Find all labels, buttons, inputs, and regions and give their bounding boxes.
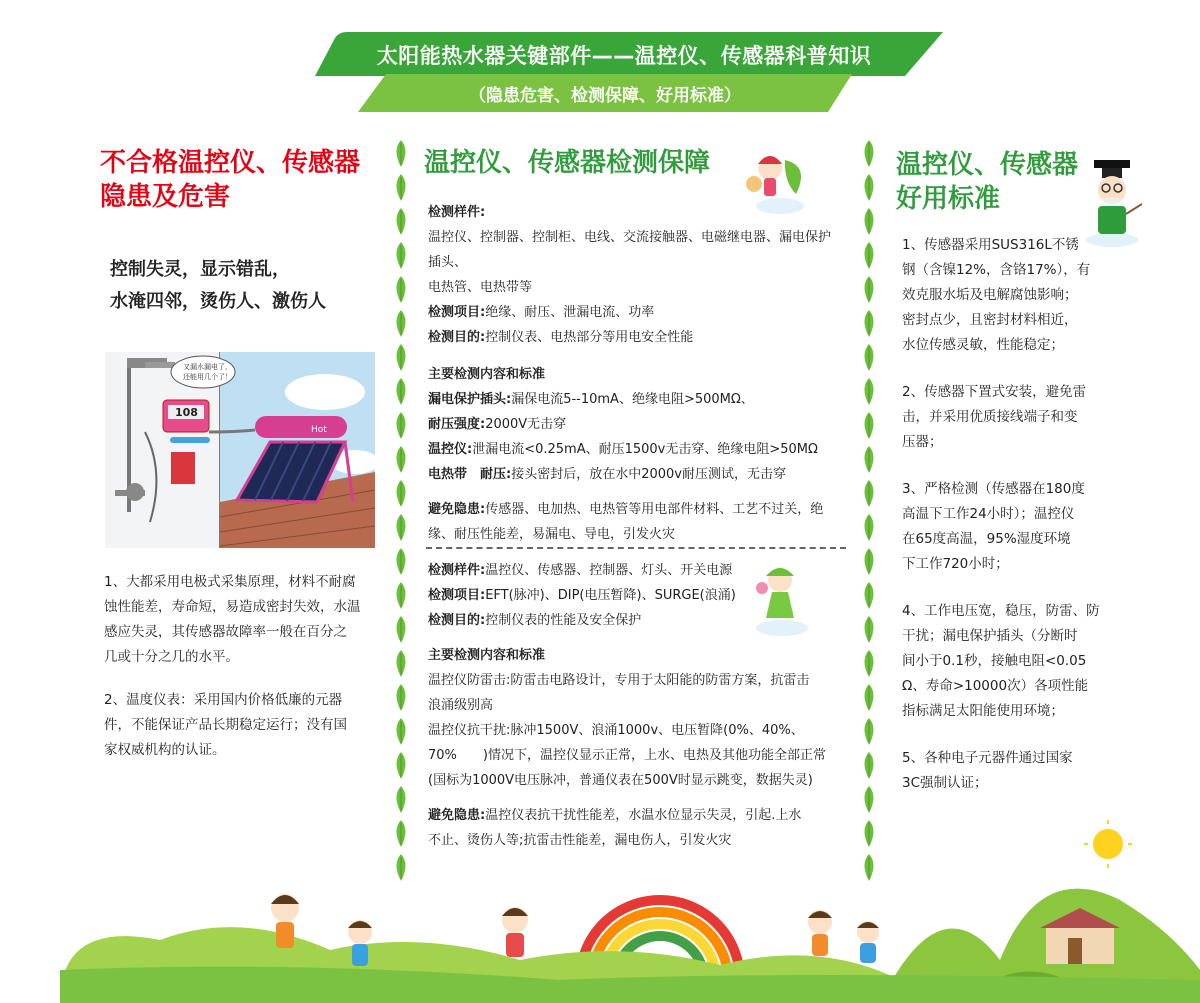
test-section-2 <box>428 558 853 853</box>
section-divider <box>426 547 846 549</box>
standard-item-line: 干扰；漏电保护插头（分断时 <box>902 628 1078 644</box>
left-para-line: 感应失灵，其传感器故障率一般在百分之 <box>104 624 347 640</box>
leaf-icon <box>392 650 410 677</box>
left-para-line: 1、大都采用电极式采集原理，材料不耐腐 <box>104 574 356 590</box>
sec1-standard-row <box>428 412 853 437</box>
left-heading-line1: 不合格温控仪、传感器 <box>100 148 361 178</box>
standard-item <box>902 233 1112 358</box>
left-para-line: 家权威机构的认证。 <box>104 742 226 758</box>
standard-item-line: 指标满足太阳能使用环境； <box>902 703 1064 719</box>
middle-heading: 温控仪、传感器检测保障 <box>424 148 711 178</box>
sec2-sample-label: 检测样件: <box>428 563 486 578</box>
leaf-icon <box>392 684 410 711</box>
leaf-icon <box>392 378 410 405</box>
standard-item-line: 3、严格检测（传感器在180度 <box>902 481 1085 497</box>
standard-item-line: 1、传感器采用SUS316L不锈 <box>902 237 1079 253</box>
standard-item <box>902 477 1112 577</box>
left-summary-line1: 控制失灵，显示错乱， <box>110 259 290 280</box>
sec1-purpose-label: 检测目的: <box>428 330 486 345</box>
standard-item <box>902 599 1112 724</box>
standard-item-line: 在65度高温，95%湿度环境 <box>902 531 1071 547</box>
sec2-purpose-text: 控制仪表的性能及安全保护 <box>485 613 642 628</box>
left-heading-line2: 隐患及危害 <box>100 182 231 212</box>
standard-item-line: 下工作720小时； <box>902 556 1009 572</box>
leaf-icon <box>392 514 410 541</box>
leaf-icon <box>392 548 410 575</box>
sec1-item-label: 检测项目: <box>428 305 486 320</box>
left-para-line: 蚀性能差，寿命短，易造成密封失效，水温 <box>104 599 361 615</box>
sec1-standard-row <box>428 462 853 487</box>
standard-item-line: 钢（含镍12%，含铬17%），有 <box>902 262 1091 278</box>
leaf-icon <box>392 582 410 609</box>
leaf-icon <box>860 140 878 167</box>
standard-item <box>902 746 1112 796</box>
leaf-icon <box>860 786 878 813</box>
leaf-icon <box>860 752 878 779</box>
standard-item-line: 高温下工作24小时）；温控仪 <box>902 506 1075 522</box>
right-heading-line1: 温控仪、传感器 <box>896 150 1079 180</box>
sec1-standard-row <box>428 437 853 462</box>
sec2-item-text: EFT(脉冲)、DIP(电压暂降)、SURGE(浪涌) <box>485 588 736 603</box>
leaf-icon <box>392 616 410 643</box>
sec1-standard-label: 漏电保护插头: <box>428 392 512 407</box>
leaf-icon <box>860 548 878 575</box>
leaf-icon <box>860 208 878 235</box>
sec2-content-line: (国标为1000V电压脉冲，普通仪表在500V时显示跳变，数据失灵) <box>428 773 813 788</box>
sec2-content-line: 浪涌级别高 <box>428 698 494 713</box>
leaf-icon <box>392 412 410 439</box>
sec1-standard-text: 漏保电流5--10mA、绝缘电阻>500MΩ、 <box>511 392 754 407</box>
leaf-divider-left <box>390 140 412 900</box>
sec1-standard-text: 接头密封后，放在水中2000v耐压测试，无击穿 <box>511 467 786 482</box>
sec1-standard-row <box>428 387 853 412</box>
leaf-divider-right <box>858 140 880 900</box>
leaf-icon <box>392 786 410 813</box>
standard-item <box>902 380 1112 455</box>
bottom-landscape <box>0 820 1200 1003</box>
right-heading <box>896 148 1078 216</box>
sec2-content-line: 温控仪防雷击:防雷击电路设计，专用于太阳能的防雷方案，抗雷击 <box>428 673 810 688</box>
leaf-icon <box>860 718 878 745</box>
standard-item-line: 3C强制认证； <box>902 775 988 791</box>
leaf-icon <box>392 480 410 507</box>
standard-item-line: 水位传感灵敏，性能稳定； <box>902 337 1064 353</box>
sec2-purpose-label: 检测目的: <box>428 613 486 628</box>
leaf-icon <box>860 242 878 269</box>
left-para-2 <box>104 688 389 763</box>
sec1-sample-line: 温控仪、控制器、控制柜、电线、交流接触器、电磁继电器、漏电保护 <box>428 230 832 245</box>
standard-item-line: 压器； <box>902 434 943 450</box>
sec2-item-label: 检测项目: <box>428 588 486 603</box>
leaf-icon <box>392 718 410 745</box>
left-para-1 <box>104 570 389 670</box>
standard-item-line: 4、工作电压宽，稳压，防雷、防 <box>902 603 1100 619</box>
sec1-sample-line: 电热管、电热带等 <box>428 280 533 295</box>
left-summary <box>110 254 326 318</box>
leaf-icon <box>392 208 410 235</box>
sec1-avoid-label: 避免隐患: <box>428 502 486 517</box>
standard-item-line: 5、各种电子元器件通过国家 <box>902 750 1073 766</box>
leaf-icon <box>392 276 410 303</box>
leaf-icon <box>860 276 878 303</box>
leaf-icon <box>860 412 878 439</box>
solar-heater-illustration <box>105 352 375 548</box>
leaf-icon <box>860 616 878 643</box>
sec2-sample-text: 温控仪、传感器、控制器、灯头、开关电源 <box>485 563 733 578</box>
sec1-purpose-text: 控制仪表、电热部分等用电安全性能 <box>485 330 694 345</box>
leaf-icon <box>860 344 878 371</box>
sec1-standard-label: 耐压强度: <box>428 417 486 432</box>
sec1-avoid-line1: 传感器、电加热、电热管等用电部件材料、工艺不过关，绝 <box>485 502 824 517</box>
sec1-avoid-line2: 缘、耐压性能差，易漏电、导电，引发火灾 <box>428 527 676 542</box>
sec1-standard-text: 2000V无击穿 <box>485 417 567 432</box>
sec1-main-label: 主要检测内容和标准 <box>428 367 546 382</box>
leaf-icon <box>860 446 878 473</box>
controller-display: 108 <box>175 406 198 419</box>
left-para-line: 几或十分之几的水平。 <box>104 649 239 665</box>
test-section-1 <box>428 200 853 547</box>
leaf-icon <box>392 344 410 371</box>
leaf-icon <box>860 650 878 677</box>
sec1-item-text: 绝缘、耐压、泄漏电流、功率 <box>485 305 655 320</box>
leaf-icon <box>860 514 878 541</box>
sec2-avoid-label: 避免隐患: <box>428 808 486 823</box>
sec1-sample-line: 插头、 <box>428 255 468 270</box>
page-title: 太阳能热水器关键部件——温控仪、传感器科普知识 <box>376 44 872 68</box>
sec1-sample-label: 检测样件: <box>428 205 486 220</box>
sec2-avoid-line2: 不止、烫伤人等;抗雷击性能差，漏电伤人，引发火灾 <box>428 833 732 848</box>
sec1-standard-label: 温控仪: <box>428 442 473 457</box>
leaf-icon <box>392 242 410 269</box>
leaf-icon <box>860 480 878 507</box>
leaf-icon <box>860 582 878 609</box>
leaf-icon <box>860 174 878 201</box>
tank-brand: Hot <box>311 425 327 435</box>
left-para-line: 件，不能保证产品长期稳定运行；没有国 <box>104 717 347 733</box>
leaf-icon <box>392 310 410 337</box>
page-subtitle: （隐患危害、检测保障、好用标准） <box>469 86 741 106</box>
standard-item-line: 效克服水垢及电解腐蚀影响； <box>902 287 1078 303</box>
leaf-icon <box>392 752 410 779</box>
leaf-icon <box>860 378 878 405</box>
left-para-line: 2、温度仪表：采用国内价格低廉的元器 <box>104 692 343 708</box>
leaf-icon <box>392 140 410 167</box>
standard-item-line: 密封点少，且密封材料相近， <box>902 312 1078 328</box>
sec1-standard-label: 电热带 耐压: <box>428 467 512 482</box>
leaf-icon <box>392 174 410 201</box>
leaf-icon <box>860 684 878 711</box>
sec1-standard-text: 泄漏电流<0.25mA、耐压1500v无击穿、绝缘电阻>50MΩ <box>472 442 818 457</box>
leaf-icon <box>392 446 410 473</box>
left-heading <box>100 146 360 214</box>
standard-item-line: 击，并采用优质接线端子和变 <box>902 409 1078 425</box>
sec2-content-line: 温控仪抗干扰:脉冲1500V、浪涌1000v、电压暂降(0%、40%、 <box>428 723 804 738</box>
leaf-icon <box>860 310 878 337</box>
sec2-content-line: 70% )情况下，温控仪显示正常，上水、电热及其他功能全部正常 <box>428 748 826 763</box>
sec2-main-label: 主要检测内容和标准 <box>428 648 546 663</box>
left-summary-line2: 水淹四邻，烫伤人、激伤人 <box>110 291 326 312</box>
sec2-avoid-line1: 温控仪表抗干扰性能差，水温水位显示失灵，引起.上水 <box>485 808 802 823</box>
speech-bubble-line1: 又漏水漏电了， <box>183 363 232 371</box>
standard-item-line: 间小于0.1秒，接触电阻<0.05 <box>902 653 1087 669</box>
speech-bubble-line2: 还能用几个了！ <box>183 373 232 381</box>
standard-item-line: 2、传感器下置式安装，避免雷 <box>902 384 1087 400</box>
standard-item-line: Ω、寿命>10000次）各项性能 <box>902 678 1089 694</box>
right-heading-line2: 好用标准 <box>896 184 1001 214</box>
right-standards <box>902 233 1112 818</box>
